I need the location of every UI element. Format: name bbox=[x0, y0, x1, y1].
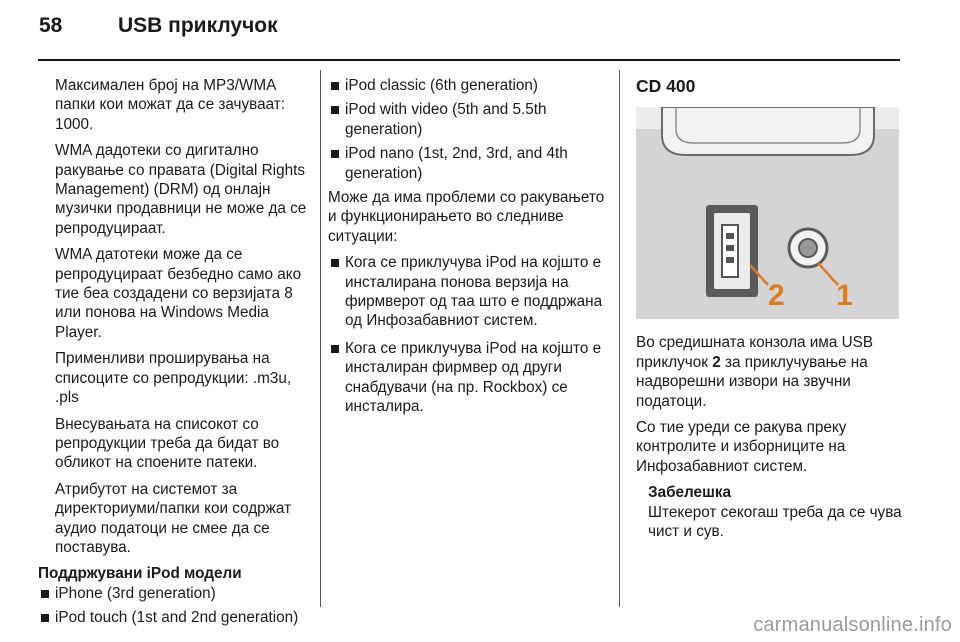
callout-1: 1 bbox=[836, 279, 853, 313]
usb-port-figure bbox=[636, 107, 899, 319]
paragraph-text: за приклучување на надворешни извори на звучни податоци. bbox=[636, 353, 868, 410]
usb-pin-icon bbox=[726, 233, 734, 239]
console-trim bbox=[662, 107, 874, 155]
paragraph: Максимален број на MP3/WMA папки кои можат да се зачуваат: 1000. bbox=[55, 77, 286, 133]
square-bullet-icon bbox=[331, 150, 339, 158]
note-title: Забелешка bbox=[648, 484, 731, 502]
column-3 bbox=[636, 76, 904, 541]
paragraph: Внесувањата на списокот со репродукции треба да бидат во обликот на споените патеки. bbox=[55, 415, 280, 472]
section-heading: CD 400 bbox=[636, 76, 696, 96]
list-item bbox=[328, 253, 608, 331]
watermark: carmanualsonline.info bbox=[753, 614, 952, 636]
bullet-list bbox=[38, 584, 313, 628]
column-1 bbox=[38, 76, 313, 633]
list-item-text: iPod touch (1st and 2nd generation) bbox=[55, 609, 299, 627]
note-block bbox=[636, 483, 904, 541]
list-item bbox=[38, 584, 313, 603]
list-item bbox=[328, 100, 608, 139]
square-bullet-icon bbox=[331, 345, 339, 353]
col1-paragraphs bbox=[38, 76, 313, 557]
list-item bbox=[328, 339, 608, 417]
list-item-text: Кога се приклучува iPod на којшто е инсталиран фирмвер од други снабдувачи (на пр. Rockbox) се инсталира. bbox=[345, 339, 602, 416]
aux-jack-icon bbox=[799, 239, 817, 257]
bullet-list bbox=[328, 253, 608, 416]
callout-2: 2 bbox=[768, 279, 785, 313]
list-item bbox=[328, 76, 608, 95]
bullet-list bbox=[328, 76, 608, 183]
square-bullet-icon bbox=[331, 259, 339, 267]
callout-reference: 2 bbox=[712, 353, 721, 371]
square-bullet-icon bbox=[331, 82, 339, 90]
list-item-text: iPod with video (5th and 5.5th generation) bbox=[345, 101, 547, 138]
paragraph: Може да има проблеми со ракувањето и функционирањето во следниве ситуации: bbox=[328, 189, 605, 245]
column-divider-1 bbox=[320, 70, 321, 607]
paragraph: WMA датотеки може да се репродуцираат безбедно само ако тие беа создадени со верзијата 8 или понова на Windows Media Player. bbox=[55, 246, 302, 341]
square-bullet-icon bbox=[331, 106, 339, 114]
list-item-text: iPhone (3rd generation) bbox=[55, 584, 216, 602]
section-heading: Поддржувани iPod модели bbox=[38, 565, 242, 583]
list-item-text: iPod classic (6th generation) bbox=[345, 77, 539, 94]
note-text: Штекерот секогаш треба да се чува чист и сув. bbox=[648, 503, 902, 541]
header-rule bbox=[38, 59, 900, 61]
paragraph: Применливи проширувања на списоците со репродукции: .m3u, .pls bbox=[55, 350, 292, 407]
square-bullet-icon bbox=[41, 614, 49, 622]
list-item bbox=[328, 144, 608, 183]
list-item-text: Кога се приклучува iPod на којшто е инсталирана понова верзија на фирмверот од таа што е поддржана од Инфозабавниот систем. bbox=[345, 254, 603, 330]
square-bullet-icon bbox=[41, 590, 49, 598]
usb-pin-icon bbox=[726, 257, 734, 263]
paragraph bbox=[636, 333, 904, 411]
column-divider-2 bbox=[619, 70, 620, 607]
usb-pin-icon bbox=[726, 245, 734, 251]
page-title: USB приклучок bbox=[118, 14, 278, 37]
list-item-text: iPod nano (1st, 2nd, 3rd, and 4th generation) bbox=[345, 145, 568, 182]
paragraph: WMA дадотеки со дигитално ракување со правата (Digital Rights Management) (DRM) од онлајн музички продавници не може да се репродуцираат. bbox=[55, 142, 307, 237]
paragraph-text: Во средишната конзола има USB приклучок bbox=[636, 334, 874, 371]
paragraph: Атрибутот на системот за директориуми/папки кои содржат аудио податоци не смее да се поставува. bbox=[55, 480, 292, 556]
column-2 bbox=[328, 76, 608, 422]
list-item bbox=[38, 608, 313, 627]
page-number: 58 bbox=[39, 14, 63, 37]
paragraph: Со тие уреди се ракува преку контролите и изборниците на Инфозабавниот систем. bbox=[636, 419, 847, 475]
